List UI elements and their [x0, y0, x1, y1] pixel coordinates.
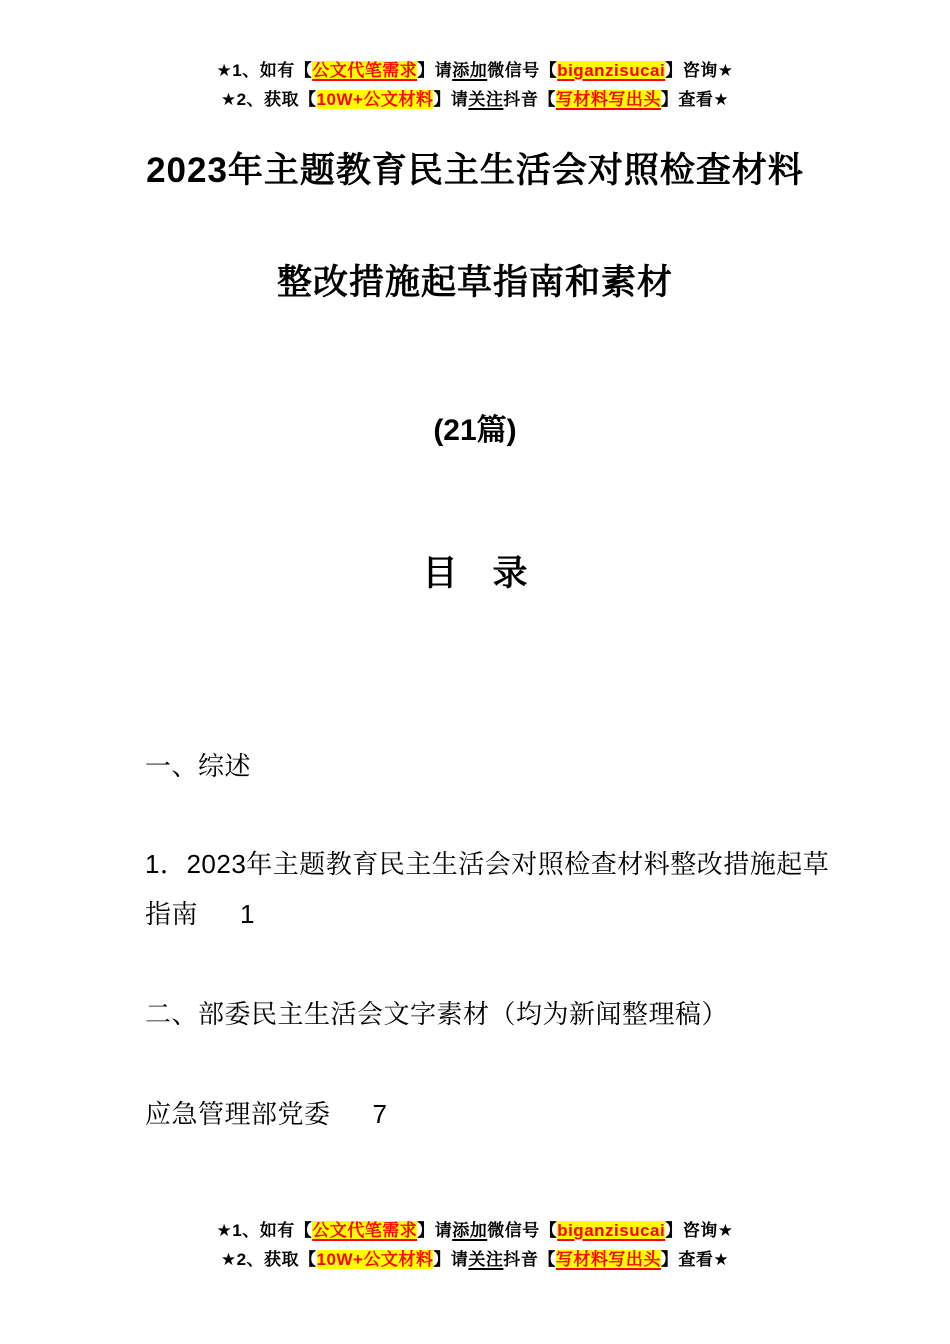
document-title-line-2: 整改措施起草指南和素材: [276, 263, 673, 302]
toc-entry-line: 一、综述: [145, 751, 252, 781]
notice-segment: 写材料写出头: [555, 1250, 661, 1269]
footer-notice-line-1: [0, 1216, 950, 1245]
notice-segment: 】咨询★: [665, 1221, 734, 1240]
notice-segment: 微信号【: [487, 61, 558, 80]
notice-segment: 写材料写出头: [555, 90, 661, 109]
toc-entry-line: 应急管理部党委: [145, 1099, 331, 1129]
footer-notice: [0, 1216, 950, 1274]
toc-entry-line: 指南: [145, 899, 199, 929]
header-notice-line-2: [0, 85, 950, 114]
notice-segment: 公文代笔需求: [312, 61, 418, 80]
notice-segment: 10W+公文材料: [316, 1250, 434, 1269]
notice-segment: 】请: [417, 61, 453, 80]
toc-entry: [145, 748, 850, 784]
notice-segment: 】查看★: [660, 90, 730, 109]
notice-segment: 】请: [417, 1221, 453, 1240]
notice-segment: 】查看★: [660, 1250, 730, 1269]
notice-segment: 微信号【: [487, 1221, 558, 1240]
notice-segment: 10W+公文材料: [316, 90, 434, 109]
article-count: (21篇): [433, 414, 517, 447]
toc-heading: 目 录: [422, 554, 528, 593]
toc-page-number: 7: [372, 1099, 388, 1129]
notice-segment: 关注: [468, 90, 504, 109]
notice-segment: 】咨询★: [665, 61, 734, 80]
notice-segment: biganzisucai: [557, 1221, 666, 1240]
notice-segment: 抖音【: [503, 1250, 556, 1269]
document-title-line-1: 2023年主题教育民主生活会对照检查材料: [146, 151, 804, 190]
header-notice-line-1: [0, 56, 950, 85]
header-notice: [0, 56, 950, 114]
notice-segment: 添加: [452, 61, 488, 80]
toc-entry: [145, 896, 850, 932]
toc-page-number: 1: [240, 899, 255, 929]
notice-segment: 添加: [452, 1221, 488, 1240]
notice-segment: 】请: [433, 90, 469, 109]
notice-segment: ★1、如有【: [216, 1221, 313, 1240]
toc-entry: [145, 996, 850, 1032]
notice-segment: 抖音【: [503, 90, 556, 109]
notice-segment: biganzisucai: [557, 61, 666, 80]
toc-entry-line: 1．2023年主题教育民主生活会对照检查材料整改措施起草: [145, 849, 830, 879]
toc-entry: [145, 846, 850, 882]
notice-segment: ★2、获取【: [220, 1250, 317, 1269]
notice-segment: 公文代笔需求: [312, 1221, 418, 1240]
toc-entry-line: 二、部委民主生活会文字素材（均为新闻整理稿）: [145, 999, 729, 1029]
notice-segment: 】请: [433, 1250, 469, 1269]
notice-segment: ★1、如有【: [216, 61, 313, 80]
notice-segment: 关注: [468, 1250, 504, 1269]
footer-notice-line-2: [0, 1245, 950, 1274]
toc-entry: [145, 1096, 850, 1132]
notice-segment: ★2、获取【: [220, 90, 317, 109]
